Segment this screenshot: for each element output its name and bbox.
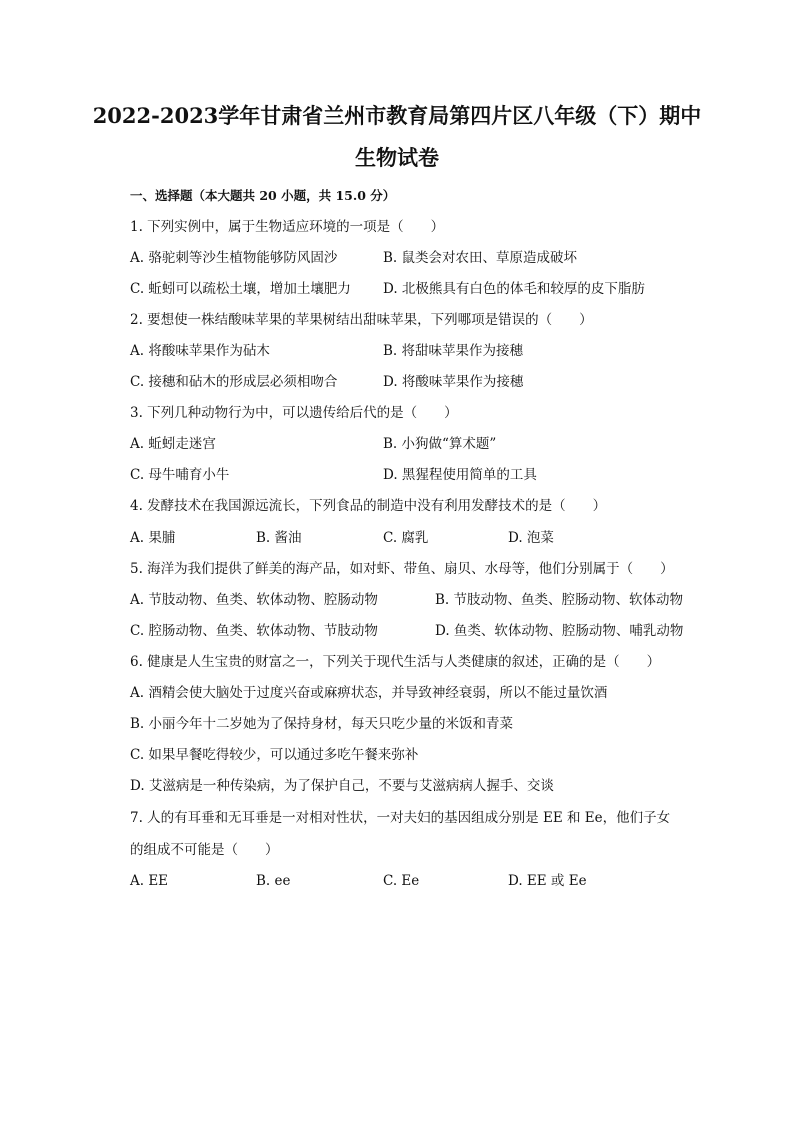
question-1-stem: 1. 下列实例中，属于生物适应环境的一项是（ ） bbox=[130, 219, 445, 235]
question-1-option-d: D. 北极熊具有白色的体毛和较厚的皮下脂肪 bbox=[383, 281, 645, 297]
question-3-option-b: B. 小狗做“算术题” bbox=[383, 436, 497, 452]
question-2-option-c: C. 接穗和砧木的形成层必须相吻合 bbox=[130, 374, 338, 390]
question-3-option-d: D. 黑猩程使用简单的工具 bbox=[383, 467, 537, 483]
question-2-option-d: D. 将酸味苹果作为接穗 bbox=[383, 374, 524, 390]
page-title: 2022-2023学年甘肃省兰州市教育局第四片区八年级（下）期中 bbox=[92, 103, 702, 128]
question-4-option-c: C. 腐乳 bbox=[383, 530, 429, 546]
question-6-option-c: C. 如果早餐吃得较少，可以通过多吃午餐来弥补 bbox=[130, 747, 419, 763]
question-3-option-c: C. 母牛哺育小牛 bbox=[130, 467, 230, 483]
question-6-option-d: D. 艾滋病是一种传染病，为了保护自己，不要与艾滋病病人握手、交谈 bbox=[130, 778, 554, 794]
question-6-option-a: A. 酒精会使大脑处于过度兴奋或麻痹状态，并导致神经衰弱，所以不能过量饮酒 bbox=[130, 685, 608, 701]
question-1-option-a: A. 骆驼刺等沙生植物能够防风固沙 bbox=[130, 250, 338, 266]
page-subtitle: 生物试卷 bbox=[355, 145, 439, 170]
section-heading: 一、选择题（本大题共 20 小题，共 15.0 分） bbox=[130, 188, 396, 203]
question-4-option-a: A. 果脯 bbox=[130, 530, 176, 546]
question-7-stem-line-1: 7. 人的有耳垂和无耳垂是一对相对性状，一对夫妇的基因组成分别是 EE 和 Ee，他们子女 bbox=[130, 810, 671, 826]
question-7-option-d: D. EE 或 Ee bbox=[508, 873, 587, 889]
question-7-stem-line-2: 的组成不可能是（ ） bbox=[130, 842, 279, 858]
question-2-option-b: B. 将甜味苹果作为接穗 bbox=[383, 343, 524, 359]
question-7-option-a: A. EE bbox=[130, 873, 169, 889]
question-7-option-c: C. Ee bbox=[383, 873, 420, 889]
question-4-option-d: D. 泡菜 bbox=[508, 530, 554, 546]
question-6-option-b: B. 小丽今年十二岁她为了保持身材，每天只吃少量的米饭和青菜 bbox=[130, 716, 514, 732]
question-2-option-a: A. 将酸味苹果作为砧木 bbox=[130, 343, 270, 359]
question-3-stem: 3. 下列几种动物行为中，可以遗传给后代的是（ ） bbox=[130, 405, 458, 421]
question-5-option-c: C. 腔肠动物、鱼类、软体动物、节肢动物 bbox=[130, 623, 378, 639]
question-1-option-c: C. 蚯蚓可以疏松土壤，增加土壤肥力 bbox=[130, 281, 351, 297]
question-7-option-b: B. ee bbox=[256, 873, 291, 889]
question-3-option-a: A. 蚯蚓走迷宫 bbox=[130, 436, 216, 452]
question-5-stem: 5. 海洋为我们提供了鲜美的海产品，如对虾、带鱼、扇贝、水母等，他们分别属于（ ） bbox=[130, 561, 674, 577]
question-6-stem: 6. 健康是人生宝贵的财富之一，下列关于现代生活与人类健康的叙述，正确的是（ ） bbox=[130, 654, 661, 670]
question-4-stem: 4. 发酵技术在我国源远流长，下列食品的制造中没有利用发酵技术的是（ ） bbox=[130, 498, 607, 514]
question-5-option-a: A. 节肢动物、鱼类、软体动物、腔肠动物 bbox=[130, 592, 378, 608]
question-1-option-b: B. 鼠类会对农田、草原造成破坏 bbox=[383, 250, 578, 266]
question-4-option-b: B. 酱油 bbox=[256, 530, 302, 546]
question-5-option-d: D. 鱼类、软体动物、腔肠动物、哺乳动物 bbox=[435, 623, 684, 639]
question-2-stem: 2. 要想使一株结酸味苹果的苹果树结出甜味苹果，下列哪项是错误的（ ） bbox=[130, 312, 593, 328]
question-5-option-b: B. 节肢动物、鱼类、腔肠动物、软体动物 bbox=[435, 592, 684, 608]
